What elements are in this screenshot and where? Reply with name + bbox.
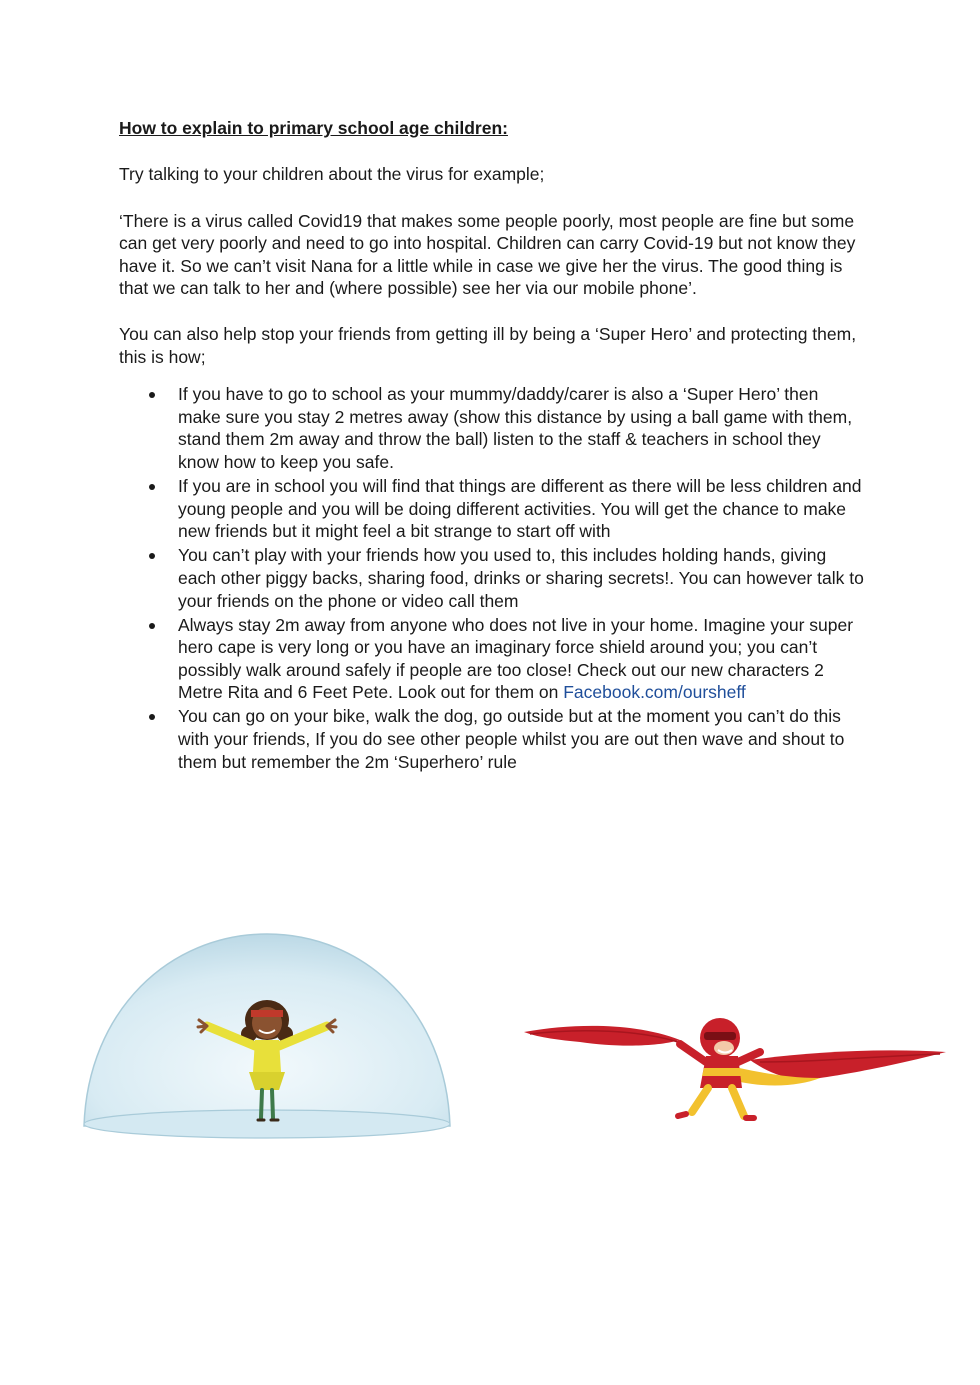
quote-paragraph: ‘There is a virus called Covid19 that makes some people poorly, most people are fine but some can get very poorly and need to go into hospital. Children can carry Covid-19 but not know they have it. So we can’t visit Nana for a little while in case we give her the virus. The good thing is that we can talk to her and (where possible) see her via our mobile phone’. — [119, 210, 856, 299]
list-item-text: You can’t play with your friends how you used to, this includes holding hands, giving each other piggy backs, sharing food, drinks or sharing secrets!. You can however talk to your friends on the phone or video call them — [178, 545, 864, 611]
bullet-dot-icon — [149, 623, 155, 629]
list-item — [119, 383, 864, 473]
bullet-dot-icon — [149, 714, 155, 720]
bullet-list — [119, 383, 864, 773]
list-item — [119, 614, 864, 704]
bullet-dot-icon — [149, 484, 155, 490]
intro-paragraph: Try talking to your children about the virus for example; — [119, 164, 545, 184]
document-body — [119, 116, 864, 775]
list-item-text: If you have to go to school as your mummy/daddy/carer is also a ‘Super Hero’ then make sure you stay 2 metres away (show this distance by using a ball game with them, stand them 2m away and throw the ball) listen to the staff & teachers in school they know how to keep you safe. — [178, 384, 853, 472]
list-item-text: Always stay 2m away from anyone who does not live in your home. Imagine your super hero cape is very long or you have an imaginary force shield around you; you can’t possibly walk around safely if people are too close! Check out our new characters 2 Metre Rita and 6 Feet Pete. Look out for them on — [178, 614, 854, 703]
pete-flying-illustration-icon — [520, 1012, 950, 1127]
super-hero-paragraph: You can also help stop your friends from getting ill by being a ‘Super Hero’ and protecting them, this is how; — [119, 323, 857, 367]
list-item — [119, 544, 864, 612]
list-item — [119, 705, 864, 773]
list-item — [119, 475, 864, 543]
bullet-dot-icon — [149, 553, 155, 559]
list-item-text: You can go on your bike, walk the dog, go outside but at the moment you can’t do this with your friends, If you do see other people whilst you are out then wave and shout to them but remember the 2m ‘Superhero’ rule — [178, 706, 845, 772]
bullet-dot-icon — [149, 392, 155, 398]
facebook-link[interactable]: Facebook.com/oursheff — [563, 682, 746, 703]
list-item-text: If you are in school you will find that things are different as there will be less children and young people and you will be doing different activities. You will get the chance to make new friends but it might feel a bit strange to start off with — [178, 476, 862, 542]
heading: How to explain to primary school age children: — [119, 118, 508, 138]
rita-in-dome-illustration-icon — [80, 930, 454, 1144]
